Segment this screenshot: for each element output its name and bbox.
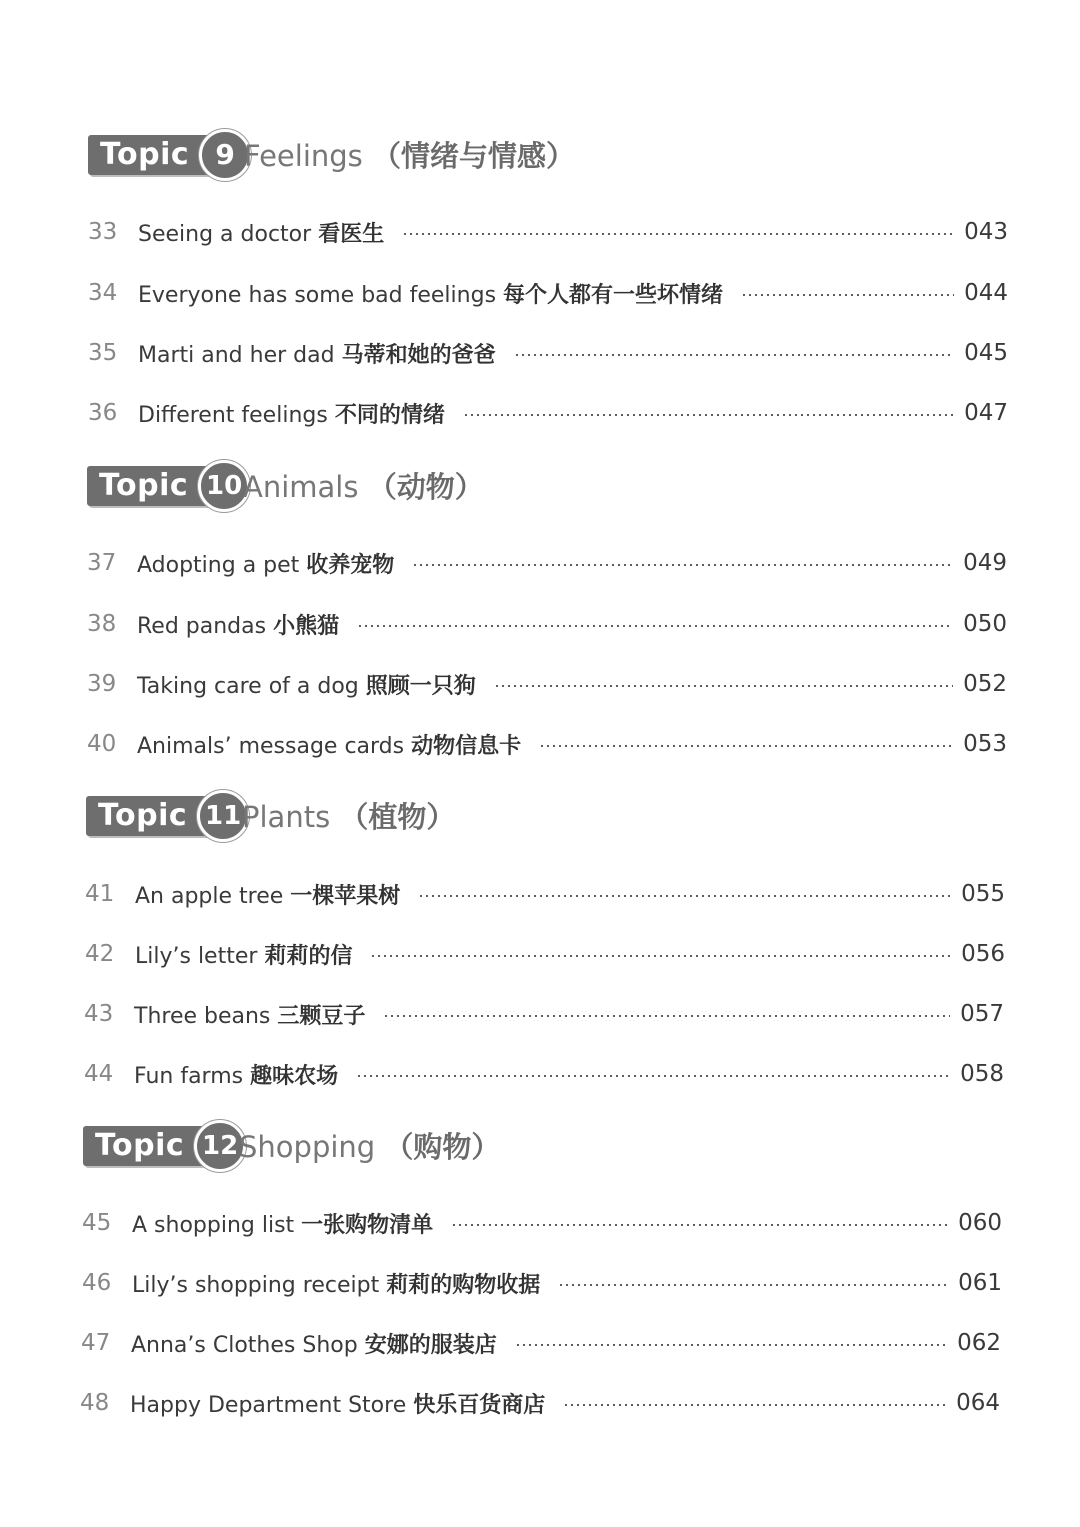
toc-entry[interactable]	[81, 1323, 1001, 1363]
topic-title-cn: （动物）	[367, 470, 484, 504]
entry-page: 050	[963, 611, 1007, 637]
toc-entry[interactable]	[88, 273, 1008, 313]
entry-title-cn: 马蒂和她的爸爸	[341, 342, 496, 368]
topic-title-cn: （购物）	[384, 1130, 501, 1164]
toc-entry[interactable]	[85, 874, 1005, 914]
entry-number: 44	[84, 1061, 114, 1087]
entry-number: 41	[85, 881, 115, 907]
topic-label: Topic	[88, 135, 217, 175]
entry-title-cn: 每个人都有一些坏情绪	[503, 282, 724, 308]
topic-heading	[83, 1119, 783, 1179]
entry-title-cn: 不同的情绪	[334, 402, 445, 428]
entry-page: 057	[960, 1001, 1004, 1027]
toc-entry[interactable]	[88, 333, 1008, 373]
entry-title-cn: 看医生	[318, 221, 385, 247]
entry-title	[137, 609, 339, 640]
entry-title-en: Anna’s Clothes Shop	[131, 1332, 358, 1358]
topic-heading	[87, 459, 787, 519]
toc-entry[interactable]	[82, 1263, 1002, 1303]
entry-page: 044	[964, 280, 1008, 306]
toc-entry[interactable]	[80, 1383, 1000, 1423]
topic-badge	[86, 793, 249, 839]
entry-page: 062	[957, 1330, 1001, 1356]
toc-entry[interactable]	[87, 724, 1007, 764]
entry-title-en: Happy Department Store	[130, 1392, 407, 1418]
entry-title-cn: 收养宠物	[306, 552, 395, 578]
entry-page: 055	[961, 881, 1005, 907]
entry-number: 34	[88, 280, 118, 306]
topic-number: 11	[197, 790, 249, 842]
entry-title-en: An apple tree	[135, 883, 284, 909]
entry-title-cn: 快乐百货商店	[413, 1392, 546, 1418]
entry-title	[130, 1388, 545, 1419]
entry-title	[132, 1268, 540, 1299]
entry-title-cn: 莉莉的购物收据	[386, 1272, 541, 1298]
dot-leader	[356, 1075, 950, 1077]
entry-title-en: Lily’s letter	[135, 943, 258, 969]
entry-title-en: Fun farms	[134, 1063, 244, 1089]
entry-title	[138, 217, 384, 248]
topic-title-en: Feelings	[244, 139, 363, 173]
entry-number: 48	[80, 1390, 110, 1416]
dot-leader	[383, 1015, 950, 1017]
entry-title	[138, 278, 723, 309]
entry-number: 45	[82, 1210, 112, 1236]
entry-number: 39	[87, 671, 117, 697]
dot-leader	[494, 685, 953, 687]
dot-leader	[515, 1344, 947, 1346]
entry-page: 053	[963, 731, 1007, 757]
entry-title-cn: 小熊猫	[273, 613, 340, 639]
topic-title	[242, 797, 455, 837]
dot-leader	[370, 955, 951, 957]
entry-title	[138, 338, 496, 369]
entry-title-en: Red pandas	[137, 613, 267, 639]
entry-page: 047	[964, 400, 1008, 426]
entry-number: 35	[88, 340, 118, 366]
entry-title-en: Animals’ message cards	[137, 733, 405, 759]
entry-title-en: Everyone has some bad feelings	[138, 282, 497, 308]
topic-badge	[83, 1123, 246, 1169]
entry-page: 043	[964, 219, 1008, 245]
dot-leader	[463, 414, 954, 416]
entry-title-cn: 一棵苹果树	[290, 883, 401, 909]
entry-page: 058	[960, 1061, 1004, 1087]
entry-title-en: A shopping list	[132, 1212, 295, 1238]
dot-leader	[451, 1224, 948, 1226]
entry-page: 056	[961, 941, 1005, 967]
dot-leader	[418, 895, 951, 897]
entry-title-cn: 安娜的服装店	[364, 1332, 497, 1358]
topic-label: Topic	[87, 466, 216, 506]
entry-title-cn: 动物信息卡	[411, 733, 522, 759]
entry-title	[131, 1328, 497, 1359]
entry-title-en: Adopting a pet	[137, 552, 300, 578]
entry-title-en: Lily’s shopping receipt	[132, 1272, 380, 1298]
topic-title-cn: （情绪与情感）	[372, 139, 576, 173]
topic-title-cn: （植物）	[339, 800, 456, 834]
toc-entry[interactable]	[85, 934, 1005, 974]
entry-number: 40	[87, 731, 117, 757]
topic-title	[243, 467, 484, 507]
entry-title-cn: 三颗豆子	[277, 1003, 366, 1029]
entry-title	[135, 879, 400, 910]
entry-title-en: Different feelings	[138, 402, 328, 428]
entry-page: 049	[963, 550, 1007, 576]
entry-number: 46	[82, 1270, 112, 1296]
entry-number: 47	[81, 1330, 111, 1356]
topic-number: 10	[198, 460, 250, 512]
entry-title	[137, 729, 521, 760]
entry-title	[135, 939, 352, 970]
topic-title	[239, 1127, 500, 1167]
topic-badge	[88, 132, 251, 178]
toc-entry[interactable]	[87, 543, 1007, 583]
entry-number: 36	[88, 400, 118, 426]
toc-entry[interactable]	[87, 664, 1007, 704]
entry-page: 060	[958, 1210, 1002, 1236]
entry-number: 37	[87, 550, 117, 576]
topic-number: 9	[199, 129, 251, 181]
topic-heading	[88, 128, 788, 188]
entry-page: 061	[958, 1270, 1002, 1296]
toc-entry[interactable]	[88, 212, 1008, 252]
entry-number: 43	[84, 1001, 114, 1027]
topic-label: Topic	[86, 796, 215, 836]
entry-number: 33	[88, 219, 118, 245]
topic-heading	[86, 789, 786, 849]
toc-entry[interactable]	[87, 604, 1007, 644]
toc-entry[interactable]	[82, 1203, 1002, 1243]
entry-title-cn: 趣味农场	[250, 1063, 339, 1089]
entry-title	[137, 548, 394, 579]
topic-label: Topic	[83, 1126, 212, 1166]
entry-title	[137, 669, 476, 700]
toc-entry[interactable]	[88, 393, 1008, 433]
entry-title-en: Three beans	[134, 1003, 271, 1029]
entry-page: 045	[964, 340, 1008, 366]
dot-leader	[558, 1284, 948, 1286]
dot-leader	[412, 564, 953, 566]
entry-title-cn: 一张购物清单	[301, 1212, 434, 1238]
entry-title-en: Marti and her dad	[138, 342, 335, 368]
entry-title	[134, 1059, 338, 1090]
topic-title-en: Animals	[243, 470, 359, 504]
entry-title-cn: 莉莉的信	[264, 943, 353, 969]
topic-badge	[87, 463, 250, 509]
entry-title-en: Taking care of a dog	[137, 673, 359, 699]
dot-leader	[563, 1404, 946, 1406]
entry-title	[138, 398, 445, 429]
topic-title	[244, 136, 575, 176]
entry-number: 42	[85, 941, 115, 967]
toc-entry[interactable]	[84, 994, 1004, 1034]
dot-leader	[539, 745, 953, 747]
entry-title-cn: 照顾一只狗	[365, 673, 476, 699]
topic-title-en: Shopping	[239, 1130, 376, 1164]
dot-leader	[402, 233, 954, 235]
entry-title	[132, 1208, 433, 1239]
dot-leader	[514, 354, 954, 356]
toc-entry[interactable]	[84, 1054, 1004, 1094]
entry-number: 38	[87, 611, 117, 637]
entry-title	[134, 999, 365, 1030]
topic-title-en: Plants	[242, 800, 331, 834]
entry-page: 052	[963, 671, 1007, 697]
entry-title-en: Seeing a doctor	[138, 221, 312, 247]
dot-leader	[357, 625, 953, 627]
topic-number: 12	[194, 1120, 246, 1172]
dot-leader	[741, 294, 954, 296]
entry-page: 064	[956, 1390, 1000, 1416]
